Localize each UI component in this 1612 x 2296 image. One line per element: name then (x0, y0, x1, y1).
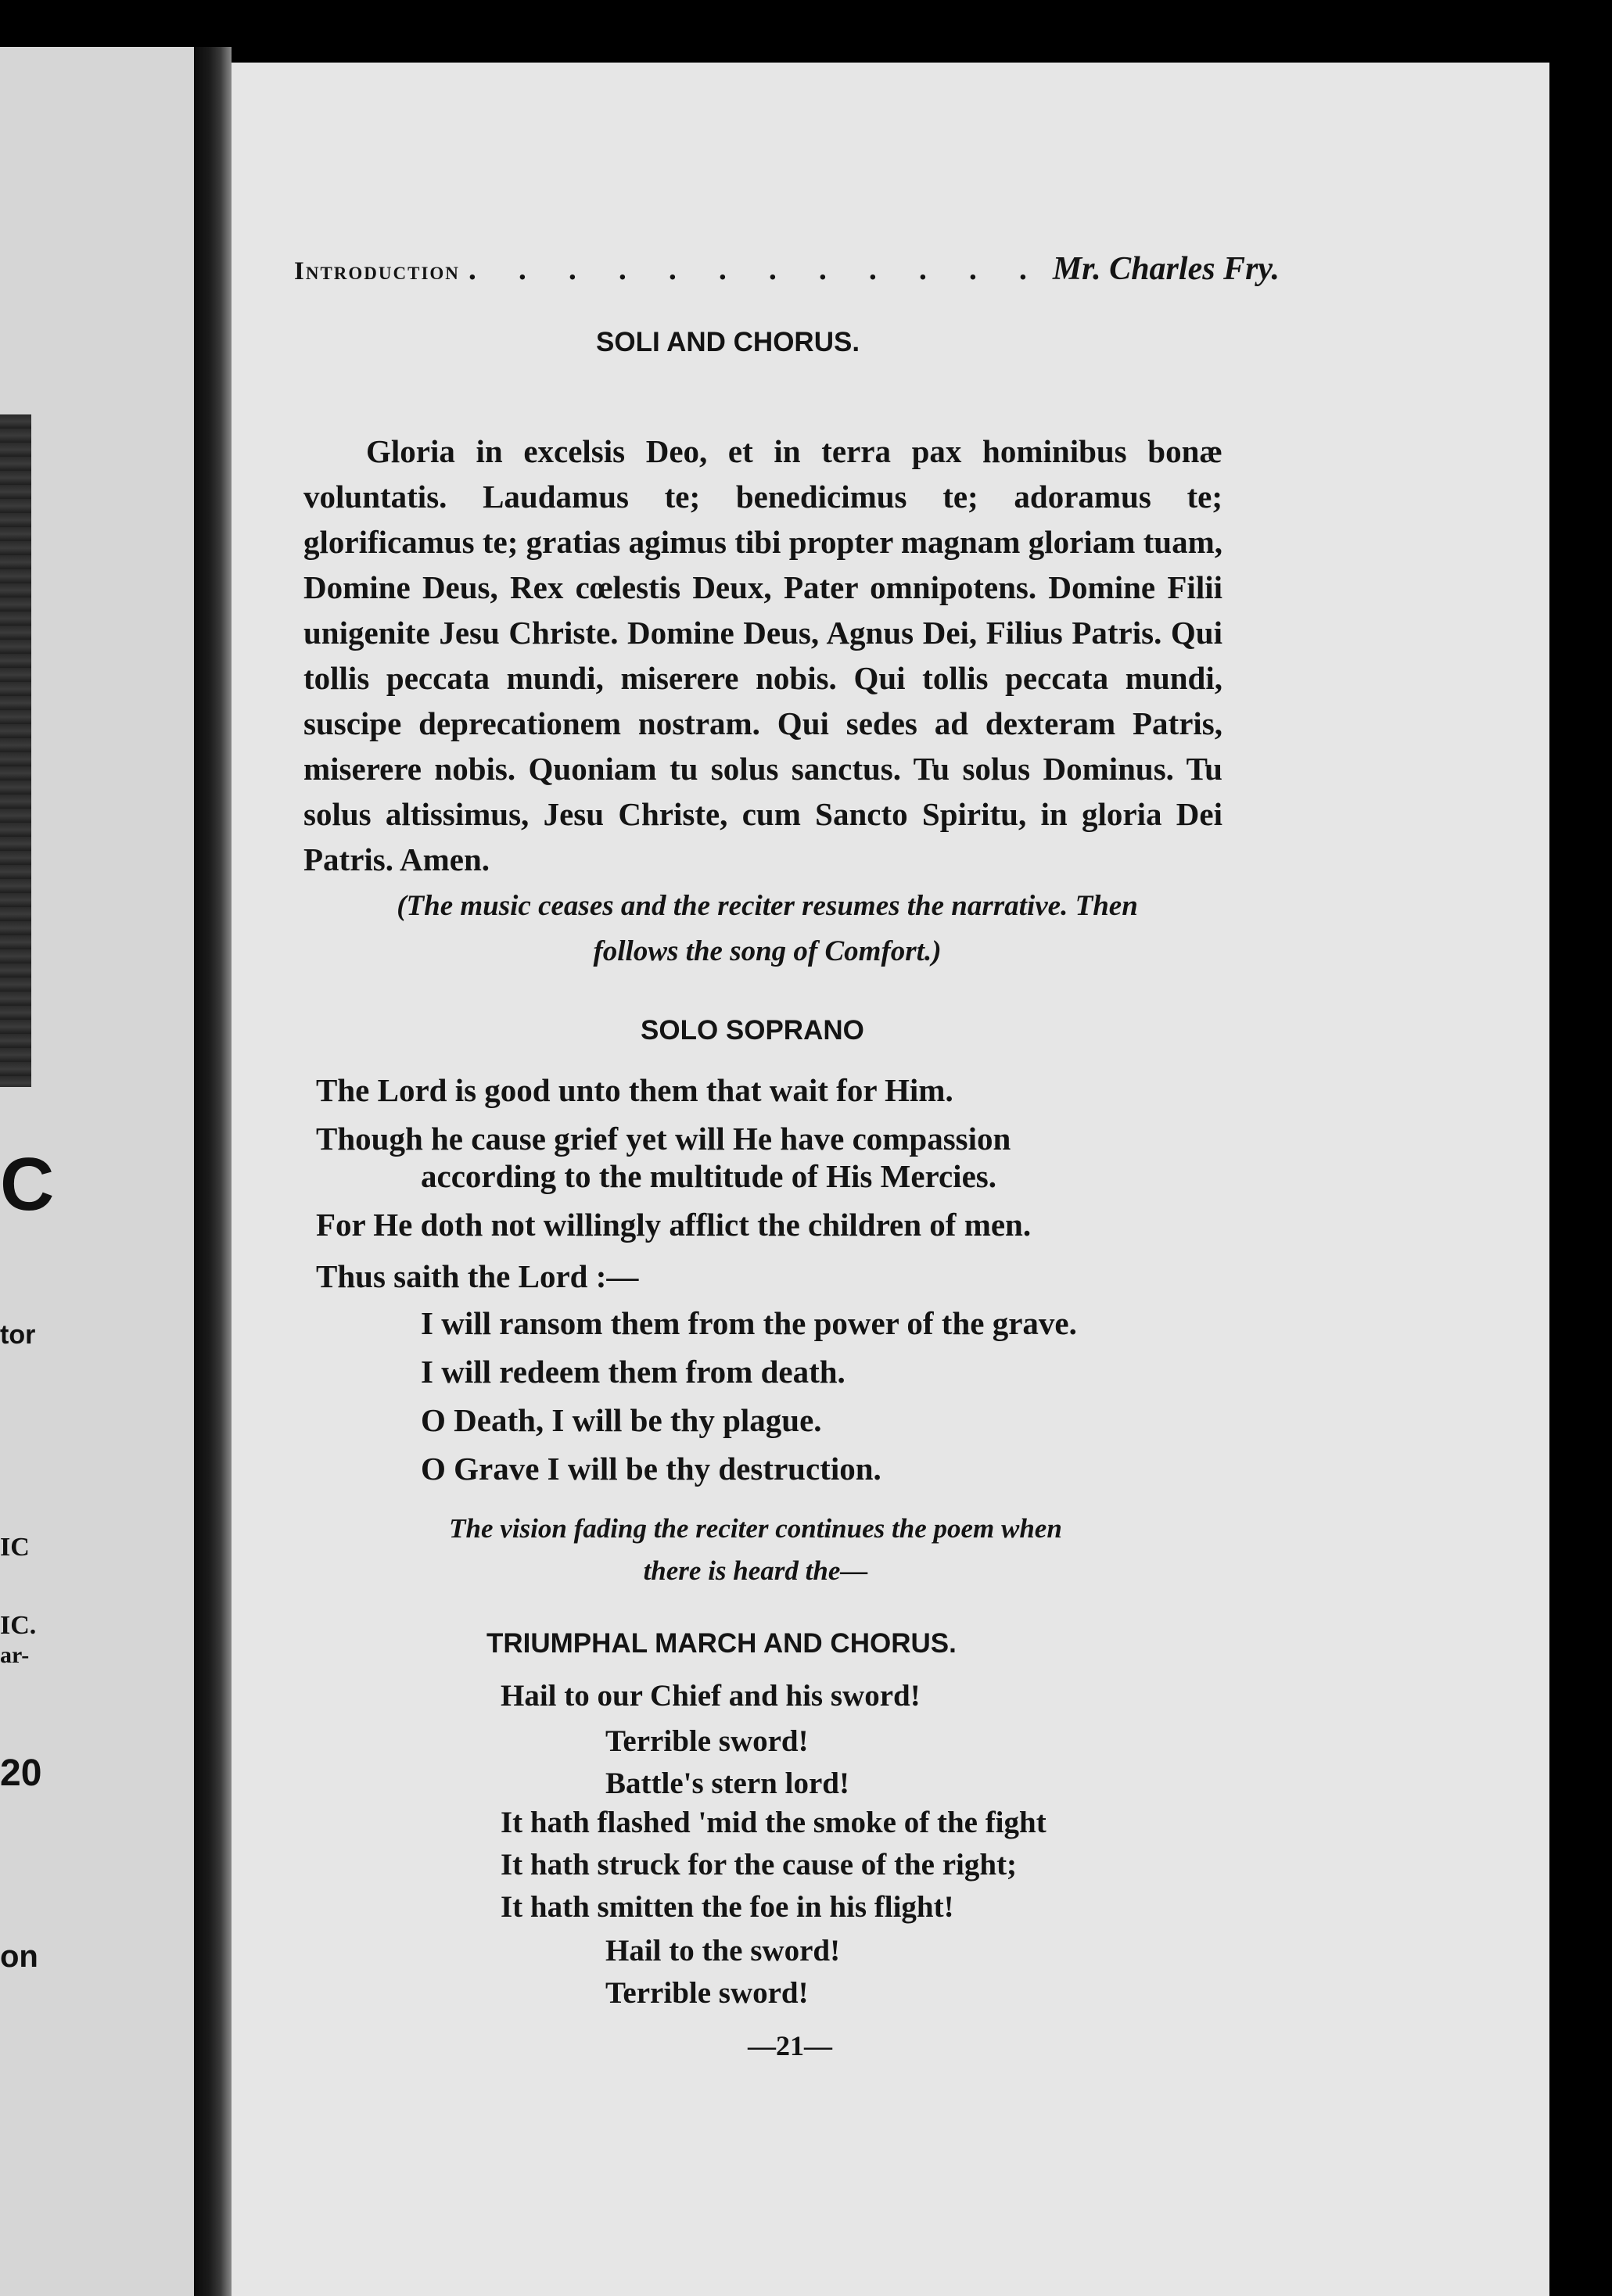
section-heading-triumphal-march: TRIUMPHAL MARCH AND CHORUS. (486, 1628, 957, 1659)
verse-line: O Grave I will be thy destruction. (421, 1451, 881, 1487)
adjacent-page-fragment: on (0, 1939, 38, 1974)
introduction-line (294, 250, 1280, 288)
stage-direction (364, 1508, 1147, 1592)
adjacent-page-fragment: C (0, 1143, 55, 1226)
verse-line: I will ransom them from the power of the grave. (421, 1305, 1077, 1341)
stage-direction-line: there is heard the— (643, 1555, 868, 1586)
verse-line: Thus saith the Lord :— (316, 1258, 639, 1294)
verse-line: It hath struck for the cause of the right; (501, 1848, 1018, 1882)
verse-line: Terrible sword! (605, 1976, 809, 2010)
scan-border-right (1549, 47, 1612, 2296)
stage-direction-line: The vision fading the reciter continues the poem when (449, 1513, 1062, 1544)
page-number: —21— (748, 2030, 832, 2061)
section-heading-solo-soprano: SOLO SOPRANO (641, 1015, 864, 1046)
performer-name: Mr. Charles Fry. (1052, 251, 1280, 287)
verse-line: Hail to our Chief and his sword! (501, 1679, 921, 1713)
verse-line: O Death, I will be thy plague. (421, 1402, 822, 1438)
stage-direction-line: (The music ceases and the reciter resumes the narrative. Then (397, 890, 1138, 922)
introduction-label: Introduction (294, 257, 460, 285)
book-page (232, 63, 1549, 2296)
verse-line: It hath flashed 'mid the smoke of the fight (501, 1806, 1047, 1839)
adjacent-page (0, 47, 194, 2296)
verse-line: I will redeem them from death. (421, 1354, 845, 1390)
verse-line: For He doth not willingly afflict the children of men. (316, 1207, 1032, 1243)
leader-dots: . . . . . . . . . . . . (468, 251, 1044, 286)
adjacent-page-photo (0, 414, 31, 1087)
scan-border-top (0, 0, 1612, 63)
section-heading-soli-and-chorus: SOLI AND CHORUS. (596, 327, 860, 357)
latin-text: Gloria in excelsis Deo, et in terra pax hominibus bonæ voluntatis. Laudamus te; benedicimus te; adoramus te; glorificamus te; gratias agimus tibi propter magnam gloriam tuam, Domine Deus, Rex cœlestis Deux, Pater omnipotens. Domine Filii unigenite Jesu Christe. Domine Deus, Agnus Dei, Filius Patris. Qui tollis peccata mundi, miserere nobis. Qui tollis peccata mundi, suscipe deprecationem nostram. Qui sedes ad dexteram Patris, miserere nobis. Quoniam tu solus sanctus. Tu solus Dominus. Tu solus altissimus, Jesu Christe, cum Sancto Spiritu, in gloria Dei Patris. Amen. (303, 433, 1222, 877)
adjacent-page-fragment: IC (0, 1533, 30, 1562)
book-gutter (194, 47, 232, 2296)
verse-line: It hath smitten the foe in his flight! (501, 1890, 954, 1924)
verse-line: Though he cause grief yet will He have compassion (316, 1121, 1011, 1157)
adjacent-page-fragment: tor (0, 1320, 36, 1350)
adjacent-page-fragment: IC. (0, 1611, 37, 1640)
verse-line: Terrible sword! (605, 1724, 809, 1758)
stage-direction-line: follows the song of Comfort.) (593, 935, 942, 967)
verse-line: Hail to the sword! (605, 1934, 841, 1968)
adjacent-page-fragment: ar- (0, 1642, 30, 1668)
verse-line: The Lord is good unto them that wait for Him. (316, 1072, 953, 1108)
stage-direction (310, 884, 1225, 974)
verse-line: Battle's stern lord! (605, 1767, 849, 1800)
adjacent-page-fragment: 20 (0, 1752, 42, 1794)
verse-line: according to the multitude of His Mercies. (421, 1158, 996, 1194)
